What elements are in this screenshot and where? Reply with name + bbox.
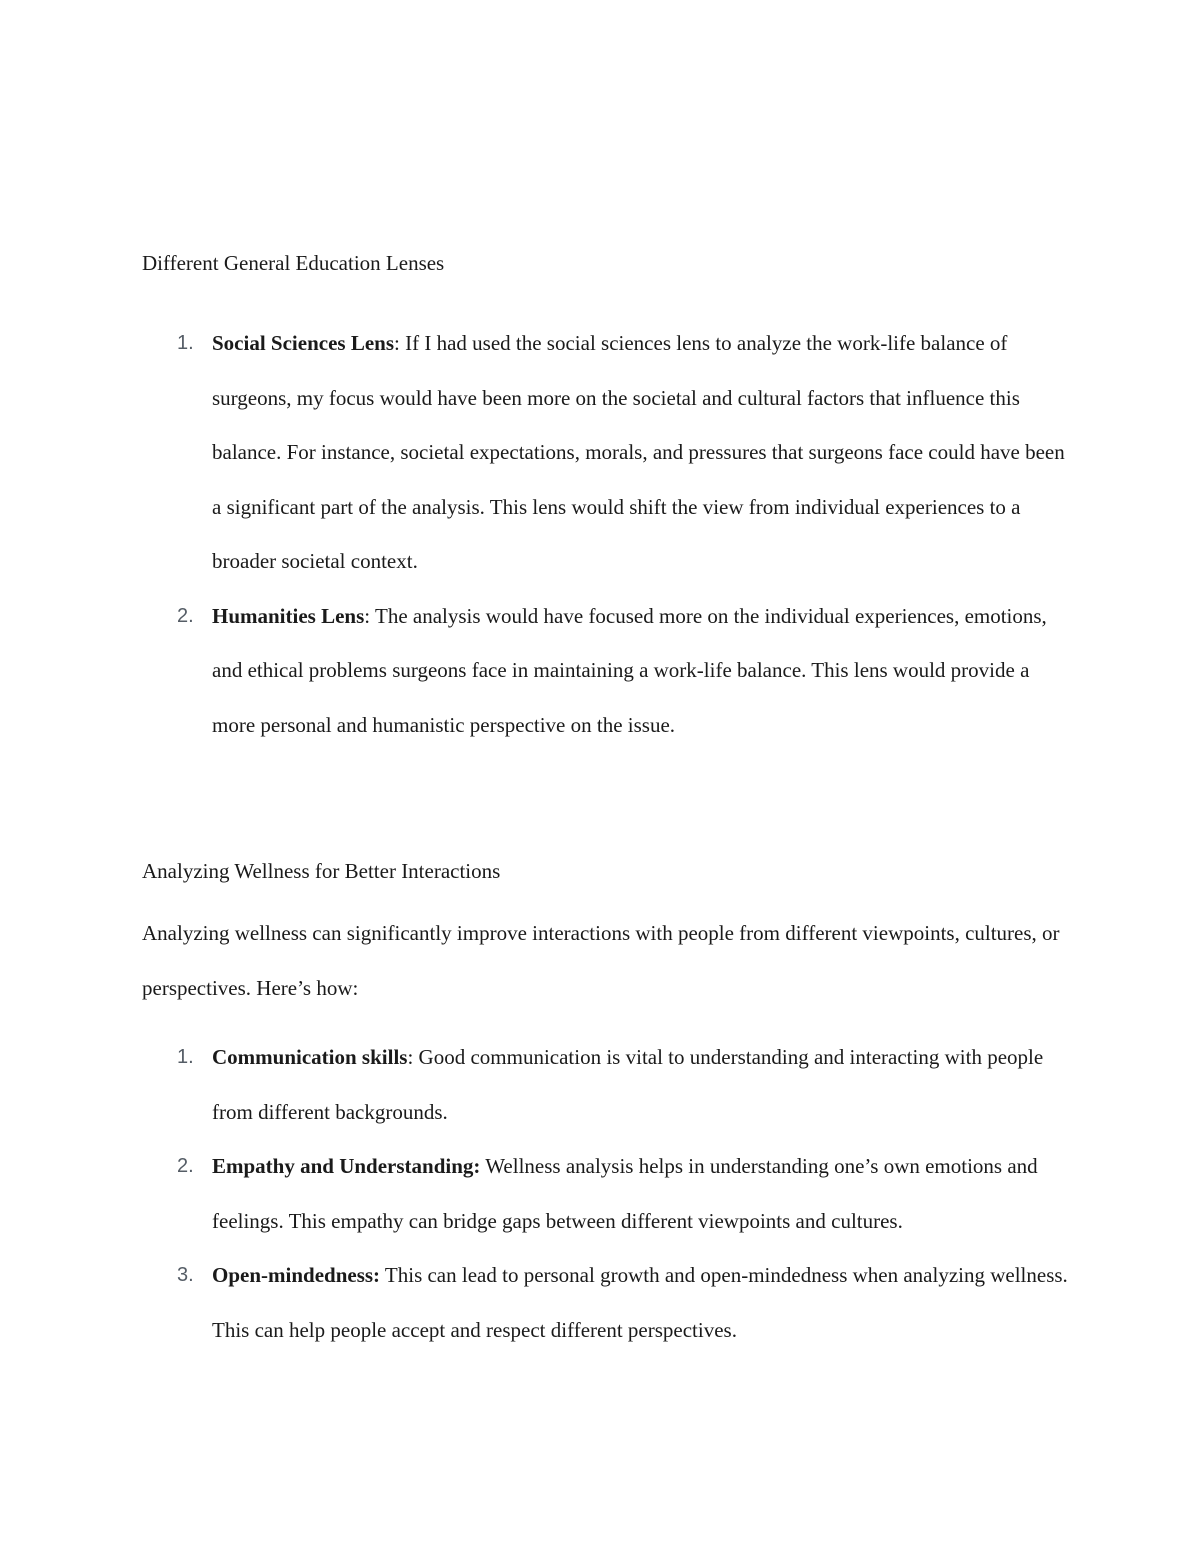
list-item <box>142 589 1072 753</box>
section-heading-wellness: Analyzing Wellness for Better Interactions <box>142 859 501 883</box>
list-item <box>142 316 1072 589</box>
list-number: 2. <box>177 1155 194 1177</box>
list-separator: : <box>394 331 400 355</box>
wellness-list <box>142 1030 1072 1357</box>
document-page <box>142 245 1072 1357</box>
list-number: 2. <box>177 604 194 627</box>
list-term: Humanities Lens <box>212 603 365 628</box>
list-term: Social Sciences Lens <box>212 331 394 355</box>
list-number: 3. <box>177 1264 194 1286</box>
list-text: Wellness analysis helps in understanding one’s own emotions and feelings. This empathy can bridge gaps between different viewpoints and cultures. <box>212 1154 1038 1233</box>
list-term: Open-mindedness: <box>212 1263 381 1287</box>
section-heading-lenses: Different General Education Lenses <box>142 251 445 275</box>
list-item <box>142 1139 1072 1248</box>
intro-paragraph: Analyzing wellness can significantly improve interactions with people from different viewpoints, cultures, or perspectives. Here’s how: <box>142 921 1060 1000</box>
list-separator: : <box>407 1045 414 1069</box>
list-term: Communication skills <box>212 1045 408 1069</box>
list-term: Empathy and Understanding: <box>212 1154 481 1178</box>
list-separator: : <box>364 603 371 628</box>
list-number: 1. <box>177 1046 194 1068</box>
list-text: If I had used the social sciences lens to analyze the work-life balance of surgeons, my focus would have been more on the societal and cultural factors that influence this balance. For instance, societal expectations, morals, and pressures that surgeons face could have been a significant part of the analysis. This lens would shift the view from individual experiences to a broader societal context. <box>212 331 1065 573</box>
list-text: The analysis would have focused more on the individual experiences, emotions, and ethical problems surgeons face in maintaining a work-life balance. This lens would provide a more personal and humanistic perspective on the issue. <box>212 603 1047 737</box>
list-text: Good communication is vital to understanding and interacting with people from different backgrounds. <box>212 1045 1044 1124</box>
list-number: 1. <box>177 332 194 354</box>
lenses-list <box>142 316 1072 752</box>
list-item <box>142 1030 1072 1139</box>
list-item <box>142 1248 1072 1357</box>
list-text: This can lead to personal growth and open-mindedness when analyzing wellness. This can help people accept and respect different perspectives. <box>212 1263 1068 1342</box>
